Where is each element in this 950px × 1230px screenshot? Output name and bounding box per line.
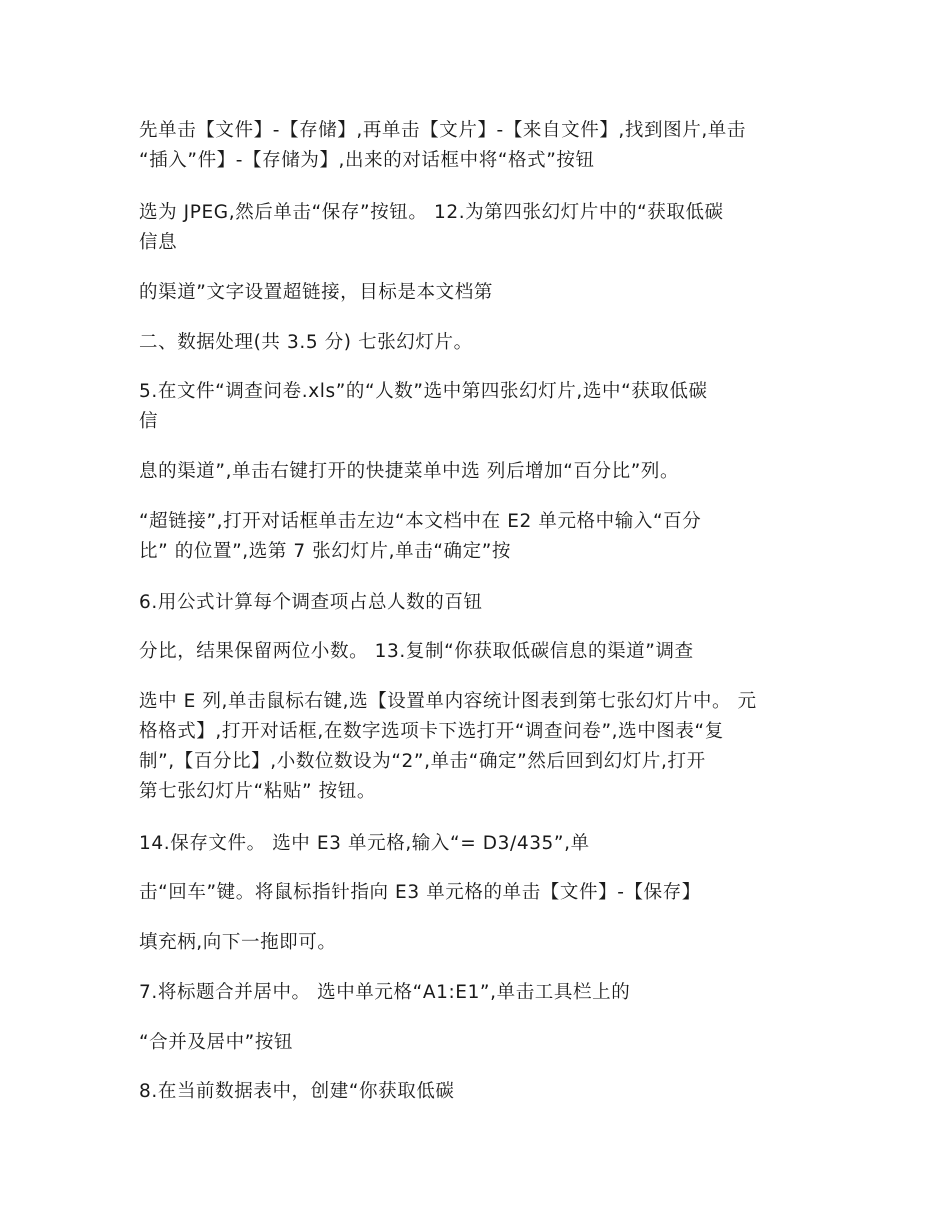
text-line: 先单击【文件】-【存储】,再单击【文片】-【来自文件】,找到图片,单击	[139, 120, 746, 141]
text-line: 的渠道”文字设置超链接，目标是本文档第	[139, 282, 493, 303]
text-line: 8.在当前数据表中，创建“你获取低碳	[139, 1081, 455, 1102]
text-line: 第七张幻灯片“粘贴” 按钮。	[139, 781, 376, 802]
text-line: 击“回车”键。将鼠标指针指向 E3 单元格的单击【文件】-【保存】	[139, 882, 701, 903]
text-line: 选为 JPEG,然后单击“保存”按钮。 12.为第四张幻灯片中的“获取低碳	[139, 202, 724, 223]
paragraph	[139, 278, 814, 308]
text-line: 填充柄,向下一拖即可。	[139, 932, 337, 953]
paragraph	[139, 978, 814, 1008]
paragraph	[139, 928, 814, 958]
text-line: 信	[139, 411, 159, 432]
text-line: 7.将标题合并居中。 选中单元格“A1:E1”,单击工具栏上的	[139, 982, 631, 1003]
paragraph	[139, 1028, 814, 1058]
text-line: “超链接”,打开对话框单击左边“本文档中在 E2 单元格中输入“百分	[139, 511, 702, 532]
paragraph	[139, 116, 814, 176]
paragraph	[139, 507, 814, 567]
text-line: 6.用公式计算每个调查项占总人数的百钮	[139, 592, 483, 613]
paragraph	[139, 328, 814, 358]
paragraph	[139, 198, 814, 258]
paragraph	[139, 1077, 814, 1107]
text-line: 选中 E 列,单击鼠标右键,选【设置单内容统计图表到第七张幻灯片中。 元	[139, 691, 757, 712]
text-line: “插入”件】-【存储为】,出来的对话框中将“格式”按钮	[139, 150, 595, 171]
text-line: 二、数据处理(共 3.5 分) 七张幻灯片。	[139, 332, 473, 353]
text-line: 格格式】,打开对话框,在数字选项卡下选打开“调查问卷”,选中图表“复	[139, 721, 724, 742]
text-line: 息的渠道”,单击右键打开的快捷菜单中选 列后增加“百分比”列。	[139, 461, 680, 482]
paragraph	[139, 377, 814, 437]
paragraph	[139, 588, 814, 618]
text-line: 分比，结果保留两位小数。 13.复制“你获取低碳信息的渠道”调查	[139, 641, 694, 662]
text-line: 5.在文件“调查问卷.xls”的“人数”选中第四张幻灯片,选中“获取低碳	[139, 381, 708, 402]
text-line: 信息	[139, 232, 178, 253]
paragraph	[139, 687, 814, 807]
text-line: 制”,【百分比】,小数位数设为“2”,单击“确定”然后回到幻灯片,打开	[139, 751, 706, 772]
paragraph	[139, 878, 814, 908]
paragraph	[139, 637, 814, 667]
text-line: “合并及居中”按钮	[139, 1032, 294, 1053]
text-line: 14.保存文件。 选中 E3 单元格,输入“= D3/435”,单	[139, 833, 590, 854]
text-line: 比” 的位置”,选第 7 张幻灯片,单击“确定”按	[139, 541, 512, 562]
paragraph	[139, 457, 814, 487]
paragraph	[139, 829, 814, 859]
